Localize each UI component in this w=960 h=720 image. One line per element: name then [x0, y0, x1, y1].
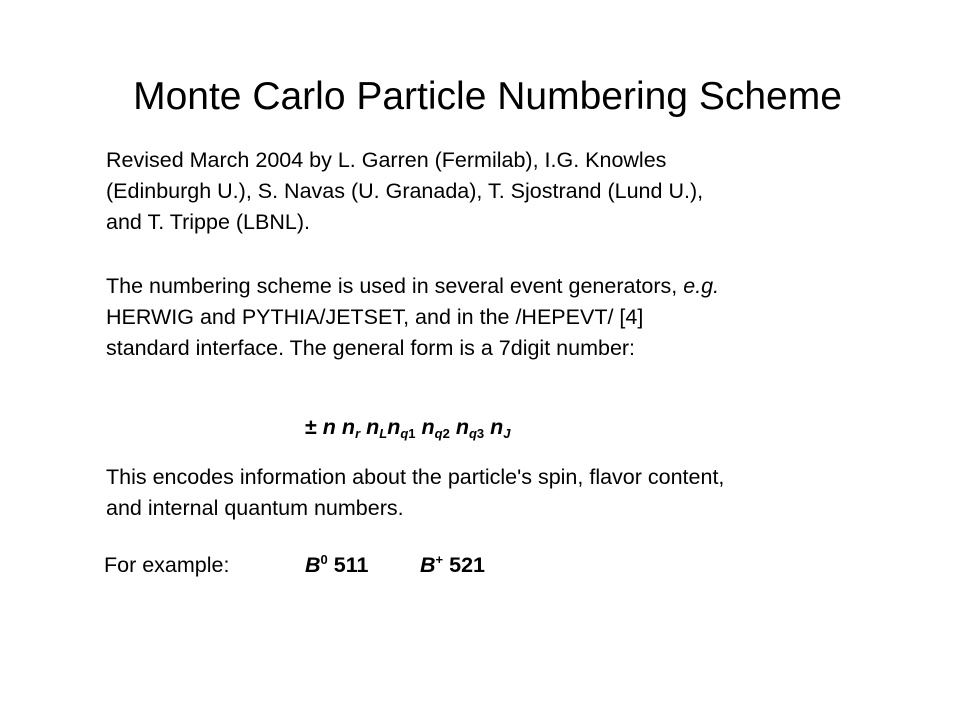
formula-n: n: [322, 415, 336, 439]
particle-charge: +: [435, 552, 444, 567]
particle-code: 521: [449, 553, 485, 577]
formula-base: n: [421, 415, 435, 439]
paragraph-line: This encodes information about the particle's spin, flavor content,: [106, 465, 725, 489]
formula-base: n: [455, 415, 469, 439]
slide-title: Monte Carlo Particle Numbering Scheme: [133, 75, 842, 118]
formula-subscript: r: [355, 426, 361, 441]
formula-subscript: q: [434, 426, 443, 441]
paragraph-text: The numbering scheme is used in several event generators,: [106, 274, 684, 298]
paragraph-line: and T. Trippe (LBNL).: [106, 210, 310, 234]
paragraph-italic-text: e.g.: [683, 274, 720, 298]
paragraph-line: [106, 271, 906, 302]
particle-symbol: B: [420, 553, 436, 577]
formula-nJ: [490, 415, 510, 439]
formula-subscript-number: 3: [476, 426, 485, 441]
formula-subscript: L: [379, 426, 388, 441]
numbering-formula: [305, 412, 511, 442]
formula-nL: [366, 415, 387, 439]
formula-subscript-number: 2: [442, 426, 450, 441]
example-b0: [305, 550, 368, 580]
formula-nq2: [422, 415, 450, 439]
formula-base: n: [341, 415, 356, 439]
formula-nq1: [387, 415, 415, 439]
example-bplus: [420, 550, 485, 580]
encoding-paragraph: [106, 462, 906, 524]
formula-sign: ±: [305, 415, 317, 439]
usage-paragraph: [106, 271, 906, 364]
particle-code: 511: [333, 553, 369, 577]
example-label: For example:: [104, 553, 230, 577]
formula-base: n: [366, 415, 380, 439]
paragraph-line: and internal quantum numbers.: [106, 496, 404, 520]
formula-subscript: q: [468, 426, 477, 441]
paragraph-line: standard interface. The general form is a 7digit number:: [106, 336, 636, 360]
formula-nr: [342, 415, 360, 439]
formula-subscript-number: 1: [408, 426, 416, 441]
paragraph-line: (Edinburgh U.), S. Navas (U. Granada), T. Sjostrand (Lund U.),: [106, 179, 704, 203]
formula-subscript: q: [400, 426, 409, 441]
formula-base: n: [490, 415, 504, 439]
paragraph-line: Revised March 2004 by L. Garren (Fermilab), I.G. Knowles: [106, 148, 667, 172]
particle-charge: 0: [320, 552, 328, 567]
formula-subscript: J: [503, 426, 511, 441]
formula-base: n: [387, 415, 401, 439]
revision-credits-paragraph: [106, 145, 906, 238]
formula-nq3: [456, 415, 484, 439]
paragraph-line: HERWIG and PYTHIA/JETSET, and in the /HEPEVT/ [4]: [106, 305, 644, 329]
particle-symbol: B: [305, 553, 321, 577]
